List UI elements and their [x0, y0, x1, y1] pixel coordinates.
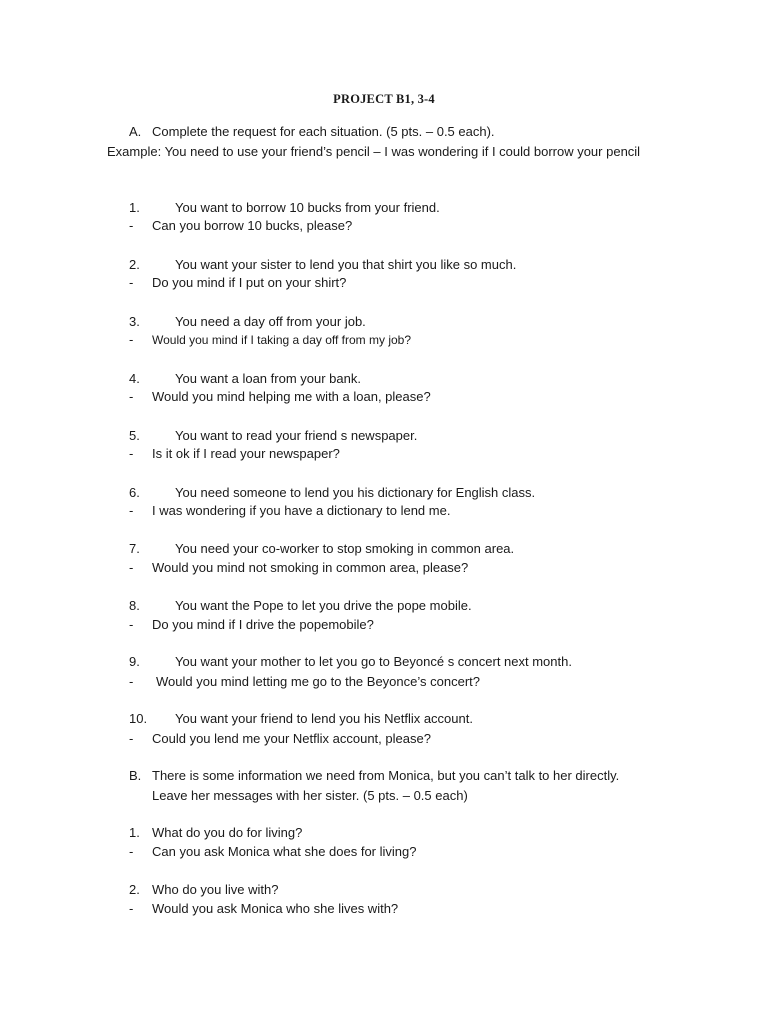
section-b-instruction-line1: There is some information we need from Monica, but you can’t talk to her directly. — [152, 768, 620, 783]
item-a-5-answer: Is it ok if I read your newspaper? — [152, 446, 340, 461]
item-a-2-number: 2. — [129, 257, 140, 272]
item-a-8-situation: You want the Pope to let you drive the pope mobile. — [175, 598, 472, 613]
item-a-2-situation: You want your sister to lend you that shirt you like so much. — [175, 257, 517, 272]
item-a-9-answer: Would you mind letting me go to the Beyonce’s concert? — [156, 674, 480, 689]
section-b-instruction-line2: Leave her messages with her sister. (5 pts. – 0.5 each) — [152, 788, 468, 803]
item-b-2-dash: - — [129, 901, 134, 916]
item-a-10-number: 10. — [129, 711, 148, 726]
item-a-5-situation: You want to read your friend s newspaper. — [175, 428, 418, 443]
section-a-example: Example: You need to use your friend’s pencil – I was wondering if I could borrow your pencil — [107, 144, 641, 159]
item-a-2-answer: Do you mind if I put on your shirt? — [152, 275, 347, 290]
item-a-9-dash: - — [129, 674, 134, 689]
item-a-1-number: 1. — [129, 200, 140, 215]
page-title: PROJECT B1, 3-4 — [333, 92, 435, 106]
item-a-7-number: 7. — [129, 541, 140, 556]
item-a-3-number: 3. — [129, 314, 140, 329]
item-a-7-situation: You need your co-worker to stop smoking in common area. — [175, 541, 515, 556]
item-b-2-number: 2. — [129, 882, 140, 897]
item-a-1-answer: Can you borrow 10 bucks, please? — [152, 218, 353, 233]
item-b-2-answer: Would you ask Monica who she lives with? — [152, 901, 399, 916]
item-a-4-answer: Would you mind helping me with a loan, please? — [152, 389, 431, 404]
item-a-5-dash: - — [129, 446, 134, 461]
item-b-1-dash: - — [129, 844, 134, 859]
item-b-1-answer: Can you ask Monica what she does for living? — [152, 844, 417, 859]
item-a-1-situation: You want to borrow 10 bucks from your friend. — [175, 200, 440, 215]
item-a-8-dash: - — [129, 617, 134, 632]
item-a-6-answer: I was wondering if you have a dictionary to lend me. — [152, 503, 451, 518]
item-a-6-situation: You need someone to lend you his dictionary for English class. — [175, 485, 536, 500]
item-a-4-situation: You want a loan from your bank. — [175, 371, 361, 386]
item-a-3-dash: - — [129, 332, 134, 347]
item-a-8-number: 8. — [129, 598, 140, 613]
item-a-5-number: 5. — [129, 428, 140, 443]
item-a-10-dash: - — [129, 731, 134, 746]
section-b-letter: B. — [129, 768, 142, 783]
item-a-10-answer: Could you lend me your Netflix account, please? — [152, 731, 431, 746]
item-b-1-question: What do you do for living? — [152, 825, 303, 840]
item-a-7-dash: - — [129, 560, 134, 575]
item-a-6-number: 6. — [129, 485, 140, 500]
item-a-3-answer: Would you mind if I taking a day off from my job? — [152, 333, 412, 347]
item-b-1-number: 1. — [129, 825, 140, 840]
item-a-6-dash: - — [129, 503, 134, 518]
item-a-9-number: 9. — [129, 654, 140, 669]
item-b-2-question: Who do you live with? — [152, 882, 279, 897]
item-a-7-answer: Would you mind not smoking in common area, please? — [152, 560, 469, 575]
item-a-4-dash: - — [129, 389, 134, 404]
item-a-3-situation: You need a day off from your job. — [175, 314, 366, 329]
item-a-10-situation: You want your friend to lend you his Netflix account. — [175, 711, 473, 726]
section-a-instruction: Complete the request for each situation. (5 pts. – 0.5 each). — [152, 124, 495, 139]
item-a-4-number: 4. — [129, 371, 140, 386]
item-a-1-dash: - — [129, 218, 134, 233]
item-a-9-situation: You want your mother to let you go to Beyoncé s concert next month. — [175, 654, 572, 669]
section-a-letter: A. — [129, 124, 142, 139]
item-a-2-dash: - — [129, 275, 134, 290]
item-a-8-answer: Do you mind if I drive the popemobile? — [152, 617, 374, 632]
